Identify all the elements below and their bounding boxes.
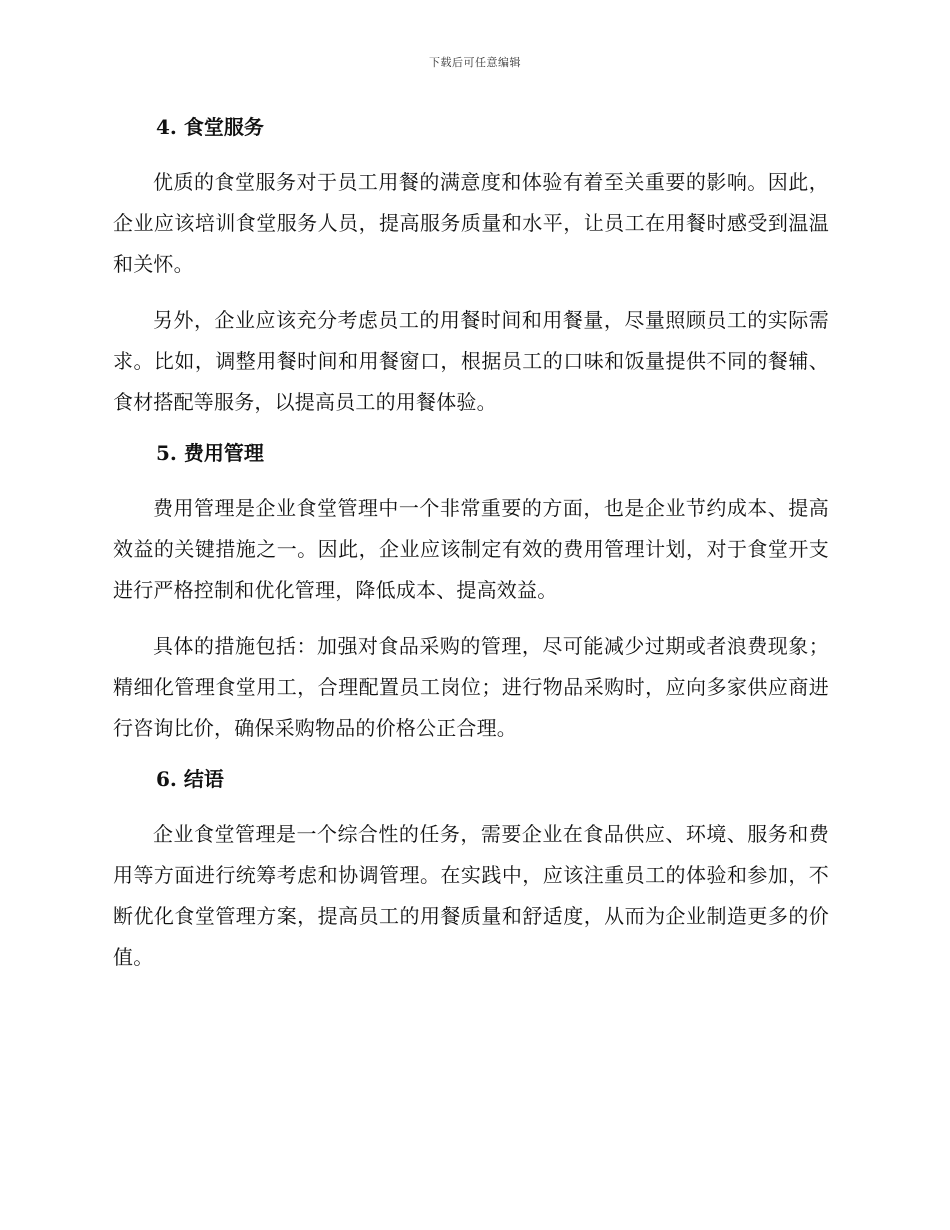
paragraph: 另外，企业应该充分考虑员工的用餐时间和用餐量，尽量照顾员工的实际需求。比如，调整用餐时间和用餐窗口，根据员工的口味和饭量提供不同的餐辅、食材搭配等服务，以提高员工的用餐体验。 <box>113 308 829 414</box>
section-conclusion <box>113 764 829 978</box>
paragraph: 具体的措施包括：加强对食品采购的管理，尽可能减少过期或者浪费现象；精细化管理食堂用工，合理配置员工岗位；进行物品采购时，应向多家供应商进行咨询比价，确保采购物品的价格公正合理。 <box>113 634 829 740</box>
paragraph: 优质的食堂服务对于员工用餐的满意度和体验有着至关重要的影响。因此，企业应该培训食堂服务人员，提高服务质量和水平，让员工在用餐时感受到温温和关怀。 <box>113 170 829 276</box>
section-heading: 6. 结语 <box>156 767 224 791</box>
section-cost-management <box>113 438 829 749</box>
document-body <box>113 112 829 993</box>
page-header: 下载后可任意编辑 <box>429 56 521 69</box>
section-heading: 5. 费用管理 <box>156 441 264 465</box>
section-heading: 4. 食堂服务 <box>156 115 264 139</box>
section-canteen-service <box>113 112 829 423</box>
paragraph: 企业食堂管理是一个综合性的任务，需要企业在食品供应、环境、服务和费用等方面进行统筹考虑和协调管理。在实践中，应该注重员工的体验和参加，不断优化食堂管理方案，提高员工的用餐质量和舒适度，从而为企业制造更多的价值。 <box>113 822 829 969</box>
paragraph: 费用管理是企业食堂管理中一个非常重要的方面，也是企业节约成本、提高效益的关键措施之一。因此，企业应该制定有效的费用管理计划，对于食堂开支进行严格控制和优化管理，降低成本、提高效益。 <box>113 496 829 602</box>
